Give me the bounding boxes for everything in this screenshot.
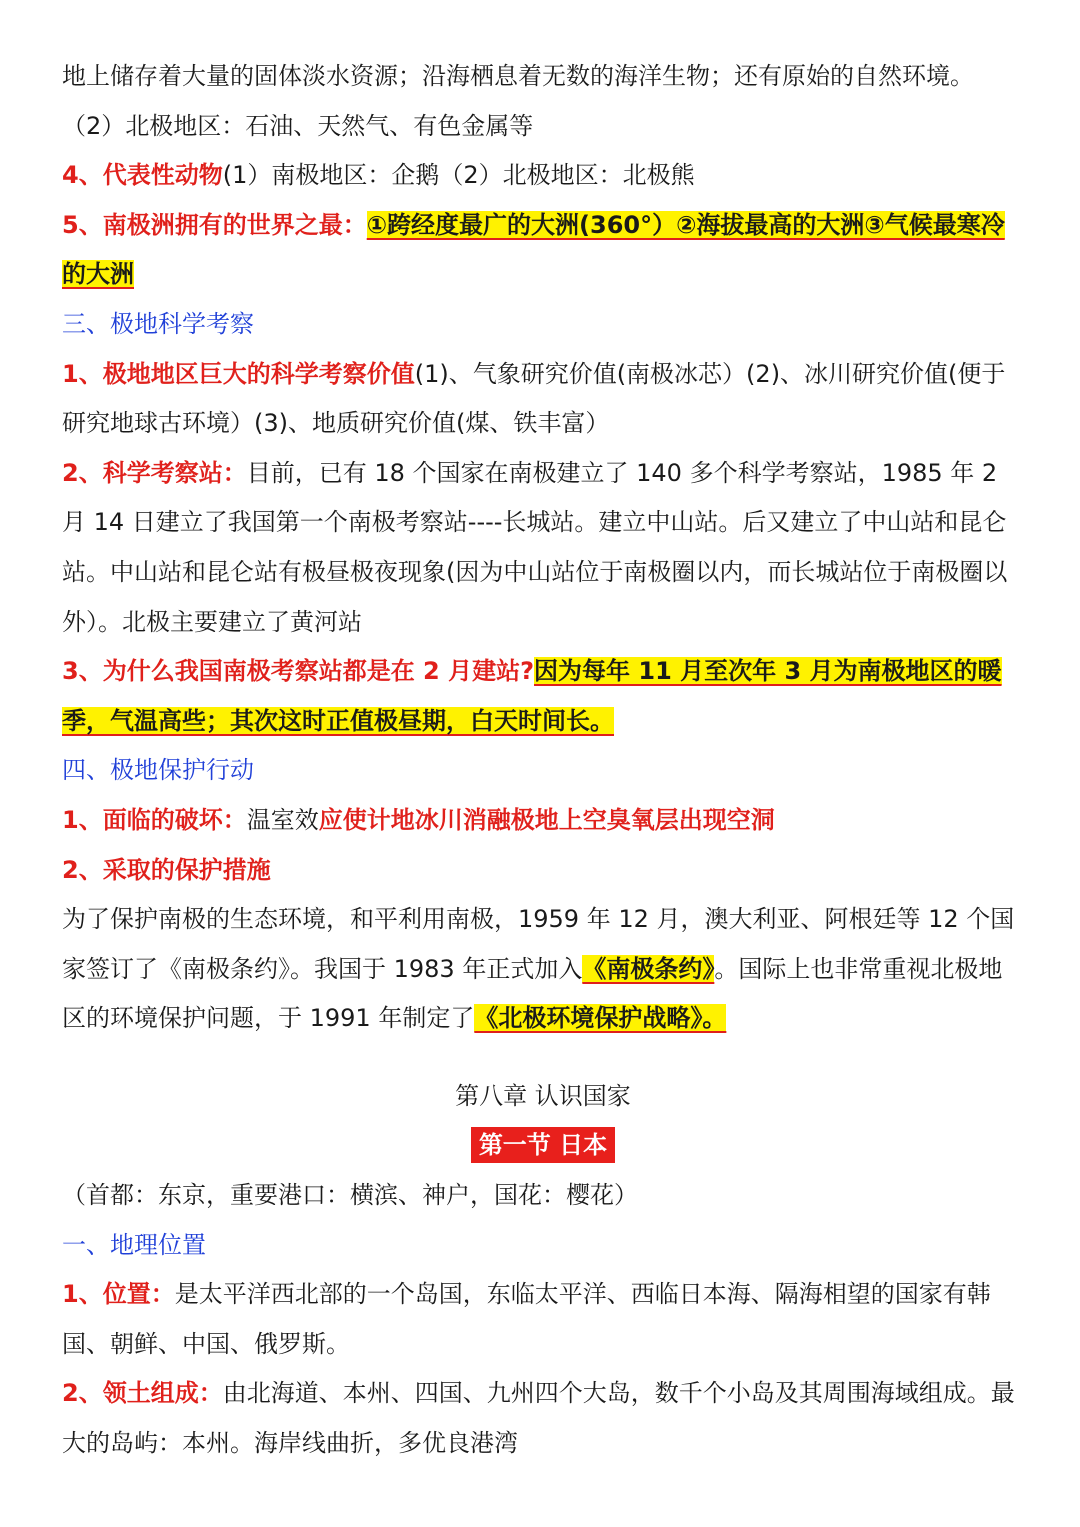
section-title-location <box>62 1221 1024 1271</box>
paragraph-territory <box>62 1369 1024 1468</box>
text-antarctic-resources: 地上储存着大量的固体淡水资源；沿海栖息着无数的海洋生物；还有原始的自然环境。 <box>62 62 974 90</box>
text-chapter: 第八章 认识国家 <box>455 1081 631 1110</box>
document-page <box>62 52 1024 1469</box>
text-damage: 温室效 <box>246 805 319 834</box>
paragraph-february <box>62 647 1024 746</box>
heading-february: 3、为什么我国南极考察站都是在 2 月建站? <box>62 657 535 686</box>
text-measures-a: 为了保护南极的生态环境，和平利用南极，1959 年 12 月，澳大利亚、阿根廷等 12 个国家签订了《南极条约》。我国于 1983 年正式加入 <box>62 905 1015 983</box>
text-animals: (1）南极地区：企鹅（2）北极地区：北极熊 <box>222 161 695 190</box>
title-science: 三、极地科学考察 <box>62 309 254 338</box>
paragraph-records <box>62 201 1024 300</box>
paragraph-measures-heading <box>62 846 1024 896</box>
highlight-records: ①跨经度最广的大洲(360°）②海拔最高的大洲③气候最寒冷的大洲 <box>62 210 1005 289</box>
highlight-february: 因为每年 11 月至次年 3 月为南极地区的暖季，气温高些；其次这时正值极昼期，白天时间长。 <box>62 657 1002 735</box>
highlight-antarctic-treaty: 《南极条约》 <box>582 954 715 983</box>
heading-damage: 1、面临的破坏： <box>62 805 247 834</box>
paragraph-stations <box>62 449 1024 647</box>
heading-science-value: 1、极地地区巨大的科学考察价值 <box>62 359 415 388</box>
paragraph-resources <box>62 52 1024 102</box>
paragraph-arctic-resources <box>62 102 1024 152</box>
text-arctic-resources: （2）北极地区：石油、天然气、有色金属等 <box>62 111 534 140</box>
heading-records: 5、南极洲拥有的世界之最： <box>62 210 367 239</box>
highlight-arctic-strategy: 《北极环境保护战略》。 <box>474 1004 727 1033</box>
badge-japan: 第一节 日本 <box>471 1127 615 1163</box>
paragraph-science-value <box>62 350 1024 449</box>
heading-territory: 2、领土组成： <box>62 1379 223 1408</box>
paragraph-capital <box>62 1171 1024 1221</box>
paragraph-measures <box>62 895 1024 1044</box>
text-damage-red: 应使计地冰川消融极地上空臭氧层出现空洞 <box>318 805 775 834</box>
heading-measures: 2、采取的保护措施 <box>62 855 271 884</box>
title-location: 一、地理位置 <box>62 1230 206 1259</box>
text-location: 是太平洋西北部的一个岛国，东临太平洋、西临日本海、隔海相望的国家有韩国、朝鲜、中国、俄罗斯。 <box>62 1280 991 1358</box>
text-measures-b: 。国际上也非常重视北极地区的环境保护问题，于 1991 年制定了 <box>62 954 1003 1033</box>
paragraph-damage <box>62 796 1024 846</box>
section-title-japan <box>62 1121 1024 1171</box>
text-capital: （首都：东京，重要港口：横滨、神户，国花：樱花） <box>62 1181 638 1210</box>
title-protection: 四、极地保护行动 <box>62 756 254 785</box>
paragraph-animals <box>62 151 1024 201</box>
text-territory: 由北海道、本州、四国、九州四个大岛，数千个小岛及其周围海域组成。最大的岛屿：本州。海岸线曲折，多优良港湾 <box>62 1379 1015 1458</box>
text-stations: 目前，已有 18 个国家在南极建立了 140 多个科学考察站，1985 年 2 月 14 日建立了我国第一个南极考察站----长城站。建立中山站。后又建立了中山站和昆仑站。中山站和昆仑站有极昼极夜现象(因为中山站位于南极圈以内，而长城站位于南极圈以外）。北极主要建立了黄河站 <box>62 458 1008 636</box>
section-title-science <box>62 300 1024 350</box>
heading-stations: 2、科学考察站： <box>62 458 247 487</box>
paragraph-location <box>62 1270 1024 1369</box>
spacer <box>62 1044 1024 1072</box>
heading-location: 1、位置： <box>62 1280 175 1309</box>
section-title-protection <box>62 746 1024 796</box>
text-science-value: (1)、气象研究价值(南极冰芯）(2)、冰川研究价值(便于研究地球古环境）(3)、地质研究价值(煤、铁丰富） <box>62 359 1006 438</box>
heading-animals: 4、代表性动物 <box>62 161 223 190</box>
chapter-title <box>62 1072 1024 1122</box>
